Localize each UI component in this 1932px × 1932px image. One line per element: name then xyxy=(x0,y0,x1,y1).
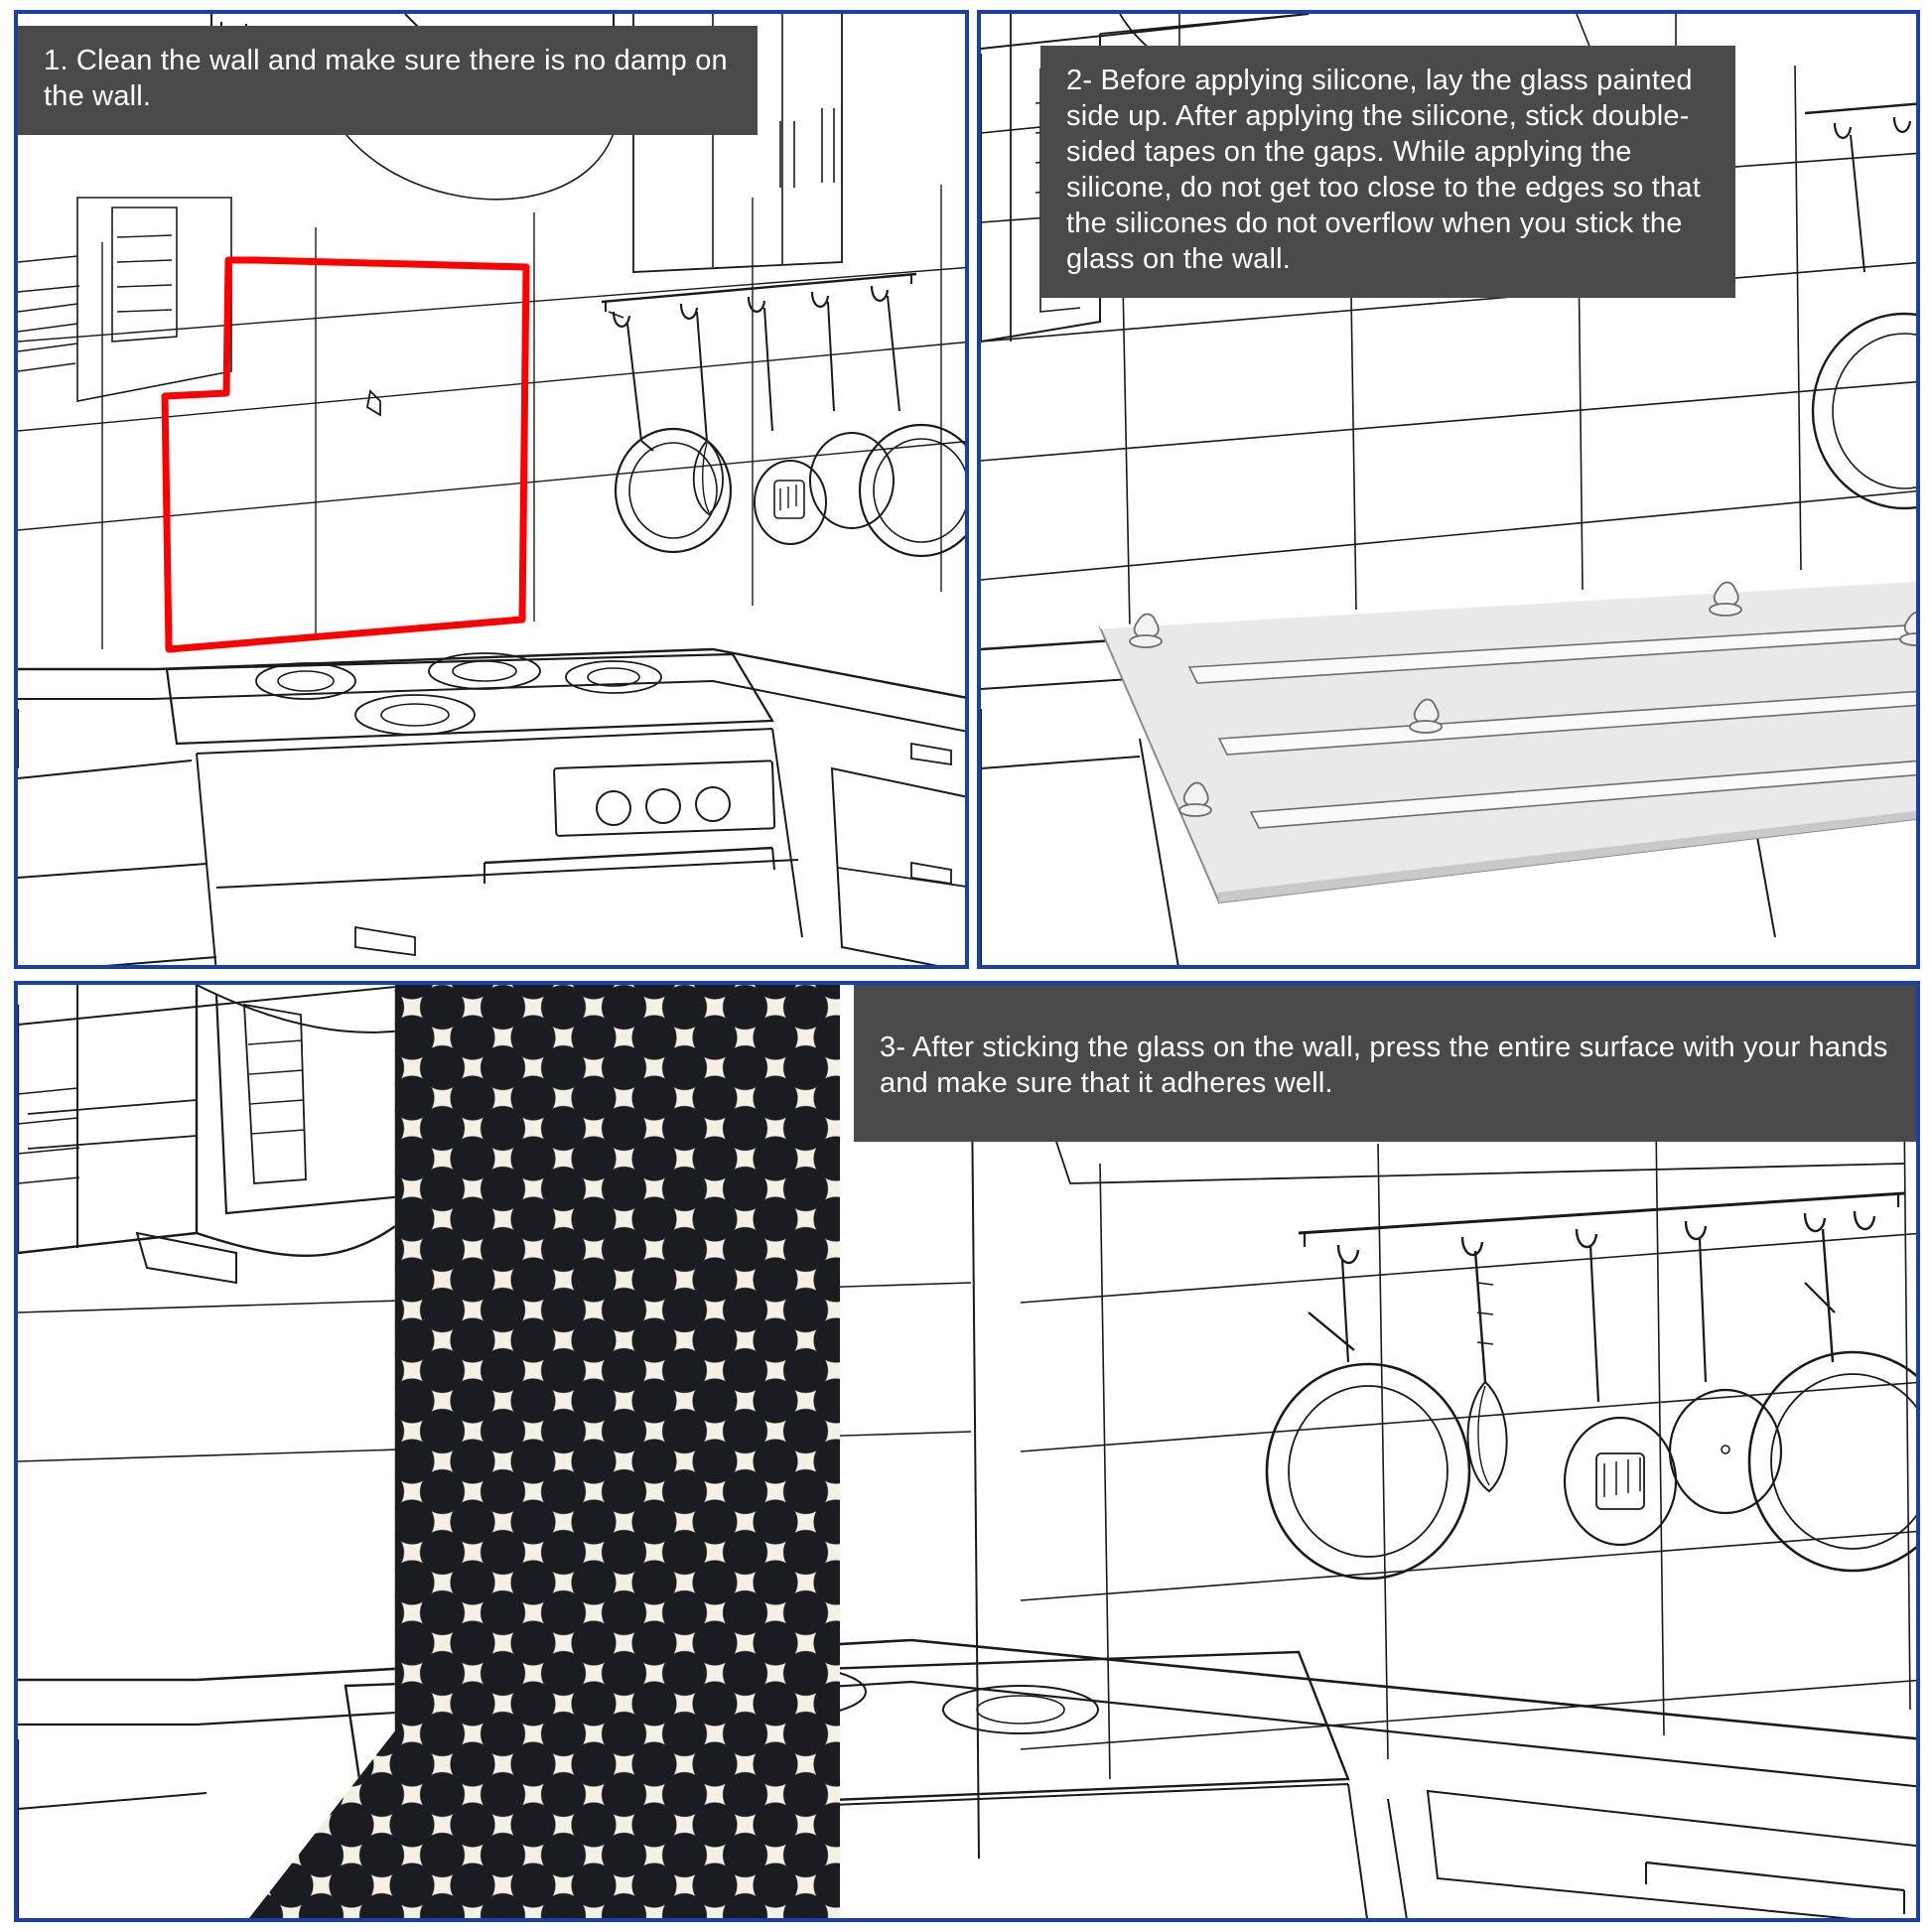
panel-2 xyxy=(977,10,1920,969)
kitchen-sketch-panel-1 xyxy=(18,14,965,965)
panel-1 xyxy=(14,10,969,969)
panel-3 xyxy=(14,981,1920,1922)
glass-sheet-with-silicone xyxy=(981,570,1920,927)
kitchen-sketch-panel-3 xyxy=(18,985,1916,1918)
kitchen-sketch-panel-2 xyxy=(981,14,1916,965)
panel-2-caption: 2- Before applying silicone, lay the glass painted side up. After applying the silicone, stick double-sided tapes on the gaps. While applying the silicone, do not get too close to the edges so that the silicones do not overflow when you stick the glass on the wall. xyxy=(1040,46,1735,298)
line-art-panel-1 xyxy=(18,14,965,965)
panel-3-caption: 3- After sticking the glass on the wall, press the entire surface with your hands and make sure that it adheres well. xyxy=(854,983,1920,1142)
panel-1-caption: 1. Clean the wall and make sure there is no damp on the wall. xyxy=(18,26,758,135)
